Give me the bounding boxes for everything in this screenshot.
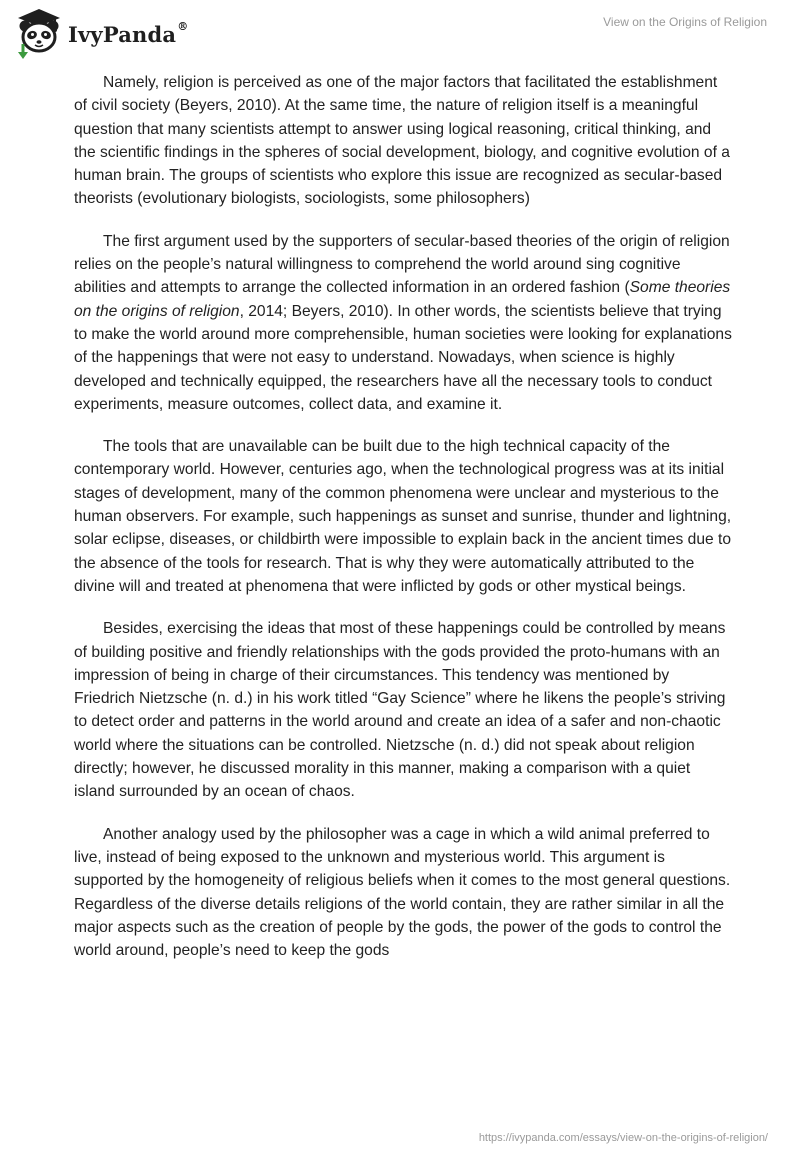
paragraph-5: Another analogy used by the philosopher was a cage in which a wild animal preferred to live, instead of being exposed to the unknown and mysterious world. This argument is supported by the homogeneity of religious beliefs when it comes to the most general questions. Regardless of the diverse details religions of the world contain, they are rather similar in all the major aspects such as the creation of people by the gods, the power of the gods to control the world around, people’s need to keep the gods xyxy=(74,825,731,960)
paragraph-2 xyxy=(74,230,734,416)
paragraph-2-text-after: , 2014; Beyers, 2010). In other words, the scientists believe that trying to make the world around more comprehensible, human societies were looking for explanations of the happenings that were not easy to understand. Nowadays, when science is highly developed and technically equipped, the researchers have all the necessary tools to conduct experiments, measure outcomes, collect data, and examine it. xyxy=(74,302,732,413)
cited-source-title: Some theories on the origins of religion xyxy=(74,279,731,320)
page-header xyxy=(0,0,800,62)
document-title: View on the Origins of Religion xyxy=(603,15,767,29)
brand-logo[interactable] xyxy=(14,6,188,60)
paragraph-4: Besides, exercising the ideas that most of these happenings could be controlled by means of building positive and friendly relationships with the gods provided the proto-humans with an impression of being in charge of their circumstances. This tendency was mentioned by Friedrich Nietzsche (n. d.) in his work titled “Gay Science” where he likens the people’s striving to detect order and patterns in the world around and create an idea of a safer and non-chaotic world where the situations can be controlled. Nietzsche (n. d.) did not speak about religion directly; however, he discussed morality in this manner, making a comparison with a quiet island surrounded by an ocean of chaos. xyxy=(74,620,726,801)
source-url[interactable]: https://ivypanda.com/essays/view-on-the-origins-of-religion/ xyxy=(478,1132,768,1144)
panda-graduate-icon xyxy=(14,6,64,60)
paragraph-2-text-before: The first argument used by the supporters of secular-based theories of the origin of religion relies on the people’s natural willingness to comprehend the world around sing cognitive abilities and attempts to arrange the collected information in an ordered fashion ( xyxy=(74,232,730,297)
brand-name: IvyPanda® xyxy=(68,19,189,47)
paragraph-1: Namely, religion is perceived as one of the major factors that facilitated the establishment of civil society (Beyers, 2010). At the same time, the nature of religion itself is a meaningful question that many scientists attempt to answer using logical reasoning, critical thinking, and the scientific findings in the spheres of social development, biology, and cognitive evolution of a human brain. The groups of scientists who explore this issue are recognized as secular-based theorists (evolutionary biologists, sociologists, some philosophers) xyxy=(74,74,730,208)
essay-body xyxy=(74,71,734,981)
paragraph-3: The tools that are unavailable can be built due to the high technical capacity of the contemporary world. However, centuries ago, when the technological progress was at its initial stages of development, many of the common phenomena were unclear and mysterious to the human observers. For example, such happenings as sunset and sunrise, thunder and lightning, solar eclipse, diseases, or childbirth were impossible to explain back in the ancient times due to the absence of the tools for research. That is why they were automatically attributed to the divine will and treated at phenomena that were inflicted by gods or other mystical beings. xyxy=(74,438,732,595)
registered-mark: ® xyxy=(177,19,189,33)
